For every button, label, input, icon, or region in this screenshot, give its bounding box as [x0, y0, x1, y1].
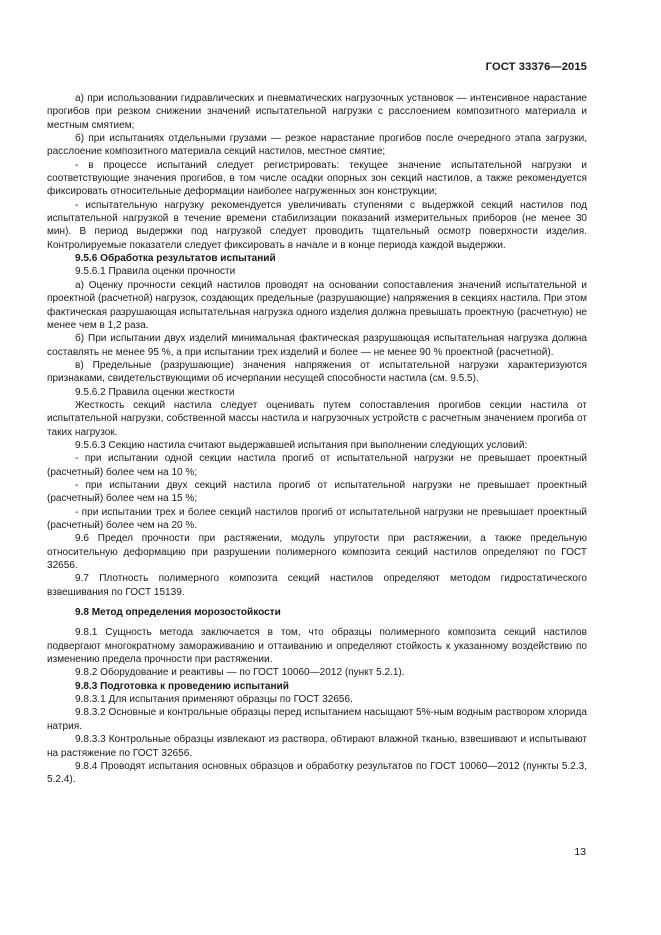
paragraph: 9.8.3.1 Для испытания применяют образцы по ГОСТ 32656.: [75, 694, 353, 706]
paragraph: 9.8.2 Оборудование и реактивы — по ГОСТ 10060—2012 (пункт 5.2.1).: [75, 667, 405, 679]
paragraph: б) при испытаниях отдельными грузами — резкое нарастание прогибов после очередного этапа загрузки, расслоение композитного материала секций настилов, местное смятие;: [47, 133, 587, 158]
document-body: [47, 92, 587, 787]
paragraph: а) при использовании гидравлических и пневматических нагрузочных установок — интенсивное нарастание прогибов при резком снижении значений испытательной нагрузки с расслоением композитного материала и местным смятием;: [47, 93, 587, 131]
paragraph: - испытательную нагрузку рекомендуется увеличивать ступенями с выдержкой секций настилов под испытательной нагрузкой в течение времени стабилизации показаний измерительных приборов (не менее 30 мин). В период выдержки под нагрузкой следует проводить тщательный осмотр поверхности изделия. Контролируемые показатели следует фиксировать в начале и в конце периода каждой выдержки.: [47, 199, 587, 251]
paragraph: 9.8.3.3 Контрольные образцы извлекают из раствора, обтирают влажной тканью, взвешивают и испытывают на растяжение по ГОСТ 32656.: [47, 734, 587, 759]
document-header: ГОСТ 33376—2015: [485, 61, 587, 73]
section-heading: 9.8 Метод определения морозостойкости: [75, 607, 281, 619]
paragraph: 9.8.4 Проводят испытания основных образцов и обработку результатов по ГОСТ 10060—2012 (пункты 5.2.3, 5.2.4).: [47, 760, 587, 786]
paragraph: - при испытании трех и более секций настилов прогиб от испытательной нагрузки не превышает проектный (расчетный) более чем на 20 %.: [47, 506, 587, 531]
paragraph: 9.6 Предел прочности при растяжении, модуль упругости при растяжении, а также предельную относительную деформацию при разрушении полимерного композита секций настилов определяют по ГОСТ 32656.: [47, 533, 587, 572]
paragraph: - при испытании одной секции настила прогиб от испытательной нагрузки не превышает проектный (расчетный) более чем на 10 %;: [47, 453, 587, 478]
paragraph: 9.7 Плотность полимерного композита секций настилов определяют методом гидростатического взвешивания по ГОСТ 15139.: [47, 573, 587, 598]
paragraph: б) При испытании двух изделий минимальная фактическая разрушающая испытательная нагрузка должна составлять не менее 95 %, а при испытании трех изделий и более — не менее 90 % проектной (расчетной).: [47, 333, 587, 358]
paragraph: а) Оценку прочности секций настилов проводят на основании сопоставления значений испытательной и проектной (расчетной) нагрузок, создающих предельные (разрушающие) напряжения в секциях настила. При этом фактическая разрушающая испытательная нагрузка одного изделия должна превышать проектную (расчетную) не менее чем в 1,2 раза.: [47, 279, 587, 331]
paragraph: 9.8.3.2 Основные и контрольные образцы перед испытанием насыщают 5%-ным водным раствором хлорида натрия.: [47, 707, 587, 732]
paragraph: - при испытании двух секций настила прогиб от испытательной нагрузки не превышает проектный (расчетный) более чем на 15 %;: [47, 479, 587, 505]
paragraph: Жесткость секций настила следует оценивать путем сопоставления прогибов секции настила от испытательной нагрузки, собственной массы настила и нагрузочных устройств с расчетным значением прогиба от таких нагрузок.: [47, 399, 587, 438]
page-number: 13: [574, 846, 586, 858]
paragraph: 9.8.1 Сущность метода заключается в том, что образцы полимерного композита секций настилов подвергают многократному замораживанию и оттаиванию и определяют стойкость к указанному воздействию по изменению предела прочности при растяжении.: [47, 627, 587, 666]
paragraph: - в процессе испытаний следует регистрировать: текущее значение испытательной нагрузки и соответствующие значения прогибов, в том числе осадки опорных зон секций настилов, а также рекомендуется фиксировать относительные деформации наиболее нагруженных зон конструкции;: [47, 159, 587, 198]
paragraph: в) Предельные (разрушающие) значения напряжения от испытательной нагрузки характеризуются признаками, свидетельствующими об исчерпании несущей способности настила (см. 9.5.5).: [47, 359, 587, 385]
paragraph: 9.5.6.1 Правила оценки прочности: [75, 266, 236, 278]
paragraph: 9.5.6.3 Секцию настила считают выдержавшей испытания при выполнении следующих условий:: [75, 439, 528, 451]
section-heading: 9.5.6 Обработка результатов испытаний: [75, 253, 276, 265]
section-heading: 9.8.3 Подготовка к проведению испытаний: [75, 680, 289, 692]
paragraph: 9.5.6.2 Правила оценки жесткости: [75, 386, 235, 398]
